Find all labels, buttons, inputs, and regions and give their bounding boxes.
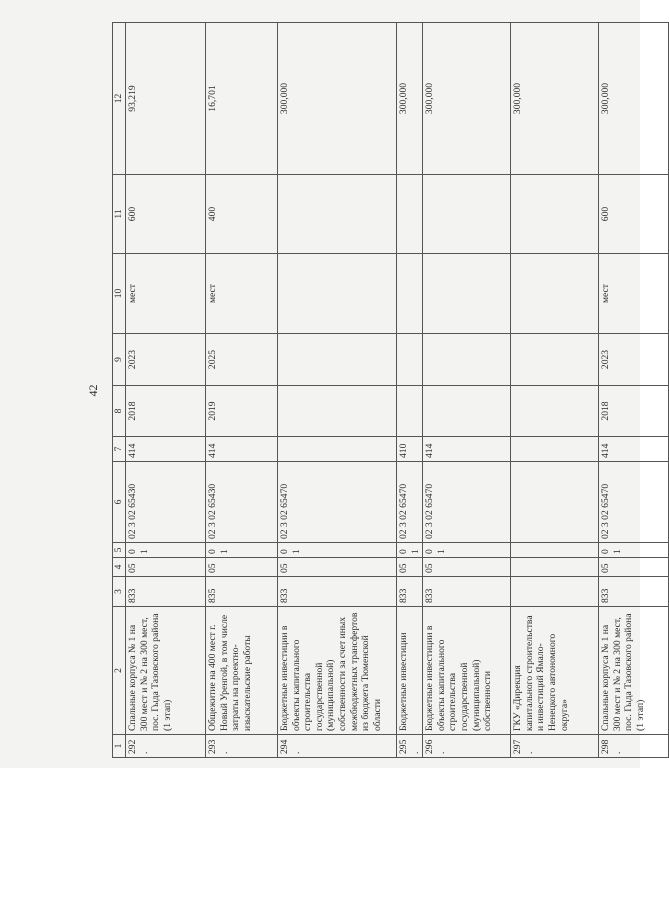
capacity-cell: 600	[126, 175, 206, 254]
section-cell: 05	[278, 558, 397, 577]
table-row	[206, 23, 278, 758]
row-number-cell: 295.	[397, 735, 423, 758]
unit-cell	[423, 254, 511, 334]
capacity-cell: 400	[206, 175, 278, 254]
section-cell: 05	[397, 558, 423, 577]
start-year-cell	[423, 386, 511, 437]
end-year-cell	[278, 334, 397, 386]
amount-cell: 300,000	[397, 23, 423, 175]
code-cell: 833	[397, 577, 423, 607]
item-name-cell: Бюджетные инвестиции в объекты капитального строительства государственной (муниципальной) собственности за счет иных межбюджетных трансфертов из бюджета Тюменской области	[278, 607, 397, 735]
item-name-cell: ГКУ «Дирекция капитального строительства и инвестиций Ямало-Ненецкого автономного округа»	[511, 607, 599, 735]
end-year-cell: 2023	[126, 334, 206, 386]
subsection-cell: 01	[278, 543, 397, 558]
expense-type-cell	[511, 437, 599, 462]
subsection-cell: 01	[206, 543, 278, 558]
section-cell: 05	[206, 558, 278, 577]
start-year-cell: 2018	[126, 386, 206, 437]
expense-type-cell: 414	[126, 437, 206, 462]
section-cell: 05	[599, 558, 669, 577]
unit-cell	[278, 254, 397, 334]
subsection-cell: 01	[599, 543, 669, 558]
target-article-cell: 02 3 02 65430	[206, 462, 278, 543]
code-cell: 835	[206, 577, 278, 607]
end-year-cell	[511, 334, 599, 386]
expense-type-cell: 414	[423, 437, 511, 462]
row-number-cell: 297.	[511, 735, 599, 758]
amount-cell: 93,219	[126, 23, 206, 175]
header-row	[113, 23, 126, 758]
expense-type-cell	[278, 437, 397, 462]
header-cell: 6	[113, 462, 126, 543]
end-year-cell: 2023	[599, 334, 669, 386]
code-cell: 833	[423, 577, 511, 607]
section-cell	[511, 558, 599, 577]
code-cell: 833	[278, 577, 397, 607]
expense-type-cell: 410	[397, 437, 423, 462]
capacity-cell	[278, 175, 397, 254]
header-cell: 12	[113, 23, 126, 175]
amount-cell: 300,000	[599, 23, 669, 175]
code-cell: 833	[126, 577, 206, 607]
code-cell	[511, 577, 599, 607]
start-year-cell	[511, 386, 599, 437]
start-year-cell: 2018	[599, 386, 669, 437]
subsection-cell: 01	[423, 543, 511, 558]
row-number-cell: 294.	[278, 735, 397, 758]
header-cell: 5	[113, 543, 126, 558]
expense-type-cell: 414	[599, 437, 669, 462]
header-cell: 3	[113, 577, 126, 607]
row-number-cell: 293.	[206, 735, 278, 758]
header-cell: 1	[113, 735, 126, 758]
capacity-cell	[397, 175, 423, 254]
subsection-cell: 01	[397, 543, 423, 558]
item-name-cell: Общежитие на 400 мест г. Новый Уренгой, в том числе затраты на проектно-изыскательские работы	[206, 607, 278, 735]
target-article-cell	[511, 462, 599, 543]
row-number-cell: 298.	[599, 735, 669, 758]
capacity-cell: 600	[599, 175, 669, 254]
capacity-cell	[423, 175, 511, 254]
target-article-cell: 02 3 02 65470	[397, 462, 423, 543]
amount-cell: 300,000	[511, 23, 599, 175]
unit-cell: мест	[599, 254, 669, 334]
start-year-cell	[397, 386, 423, 437]
page-number: 42	[86, 384, 100, 397]
table-row	[126, 23, 206, 758]
target-article-cell: 02 3 02 65430	[126, 462, 206, 543]
start-year-cell	[278, 386, 397, 437]
capacity-cell	[511, 175, 599, 254]
item-name-cell: Спальные корпуса № 1 на 300 мест и № 2 на 300 мест, пос. Гыда Тазовского района (1 этап)	[126, 607, 206, 735]
amount-cell: 300,000	[278, 23, 397, 175]
header-cell: 8	[113, 386, 126, 437]
subsection-cell	[511, 543, 599, 558]
unit-cell	[397, 254, 423, 334]
section-cell: 05	[423, 558, 511, 577]
section-cell: 05	[126, 558, 206, 577]
end-year-cell	[397, 334, 423, 386]
header-cell: 11	[113, 175, 126, 254]
item-name-cell: Спальные корпуса № 1 на 300 мест и № 2 на 300 мест, пос. Гыда Тазовского района (1 этап)	[599, 607, 669, 735]
subsection-cell: 01	[126, 543, 206, 558]
expense-type-cell: 414	[206, 437, 278, 462]
unit-cell: мест	[126, 254, 206, 334]
table-row	[511, 23, 599, 758]
rotated-sheet	[86, 23, 646, 758]
header-cell: 2	[113, 607, 126, 735]
target-article-cell: 02 3 02 65470	[278, 462, 397, 543]
table-row	[423, 23, 511, 758]
unit-cell: мест	[206, 254, 278, 334]
item-name-cell: Бюджетные инвестиции	[397, 607, 423, 735]
budget-table	[112, 22, 669, 758]
header-cell: 4	[113, 558, 126, 577]
target-article-cell: 02 3 02 65470	[423, 462, 511, 543]
header-cell: 7	[113, 437, 126, 462]
code-cell: 833	[599, 577, 669, 607]
header-cell: 10	[113, 254, 126, 334]
end-year-cell: 2025	[206, 334, 278, 386]
row-number-cell: 296.	[423, 735, 511, 758]
item-name-cell: Бюджетные инвестиции в объекты капитального строительства государственной (муниципальной) собственности	[423, 607, 511, 735]
amount-cell: 16,701	[206, 23, 278, 175]
start-year-cell: 2019	[206, 386, 278, 437]
table-row	[397, 23, 423, 758]
page-margin	[0, 768, 640, 905]
unit-cell	[511, 254, 599, 334]
amount-cell: 300,000	[423, 23, 511, 175]
table-row	[599, 23, 669, 758]
row-number-cell: 292.	[126, 735, 206, 758]
end-year-cell	[423, 334, 511, 386]
header-cell: 9	[113, 334, 126, 386]
target-article-cell: 02 3 02 65470	[599, 462, 669, 543]
table-row	[278, 23, 397, 758]
